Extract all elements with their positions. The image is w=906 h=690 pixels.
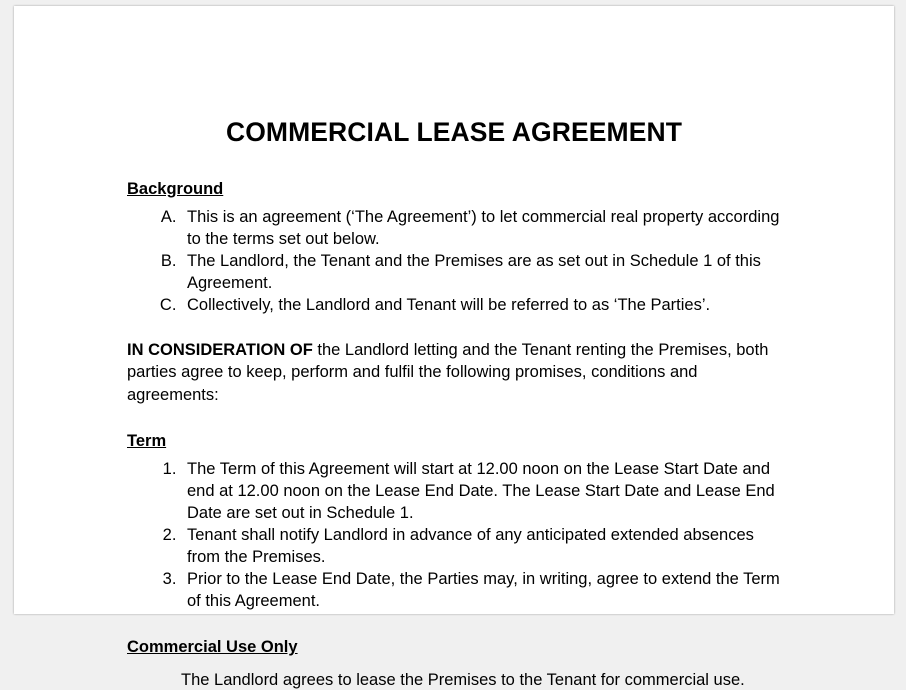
list-item: 3. Prior to the Lease End Date, the Parties may, in writing, agree to extend the Term of this Agreement. <box>181 569 781 613</box>
consideration-rest: the Landlord letting and the Tenant renting the Premises, both parties agree to keep, perform and fulfil the following promises, conditions and agreements: <box>127 340 769 404</box>
section-heading-background: Background <box>127 180 224 198</box>
document-page <box>14 6 894 690</box>
commercial-use-partial-item: The Landlord agrees to lease the Premises to the Tenant for commercial use. <box>181 671 745 690</box>
list-item: 2. Tenant shall notify Landlord in advance of any anticipated extended absences from the Premises. <box>181 525 781 569</box>
consideration-lead: IN CONSIDERATION OF <box>127 340 313 359</box>
page-content <box>14 117 894 690</box>
section-heading-commercial-use: Commercial Use Only <box>127 638 298 657</box>
list-item: 1. The Term of this Agreement will start at 12.00 noon on the Lease Start Date and end at 12.00 noon on the Lease End Date. The Lease Start Date and Lease End Date are set out in Schedule 1. <box>181 459 781 525</box>
page-title: COMMERCIAL LEASE AGREEMENT <box>225 117 683 147</box>
term-list <box>127 459 781 613</box>
background-list <box>127 207 781 317</box>
list-item: C. Collectively, the Landlord and Tenant will be referred to as ‘The Parties’. <box>181 295 781 317</box>
consideration-paragraph <box>127 339 781 407</box>
list-item: A. This is an agreement (‘The Agreement’) to let commercial real property according to the terms set out below. <box>181 207 781 251</box>
list-item: B. The Landlord, the Tenant and the Premises are as set out in Schedule 1 of this Agreement. <box>181 251 781 295</box>
section-heading-term: Term <box>127 432 167 451</box>
